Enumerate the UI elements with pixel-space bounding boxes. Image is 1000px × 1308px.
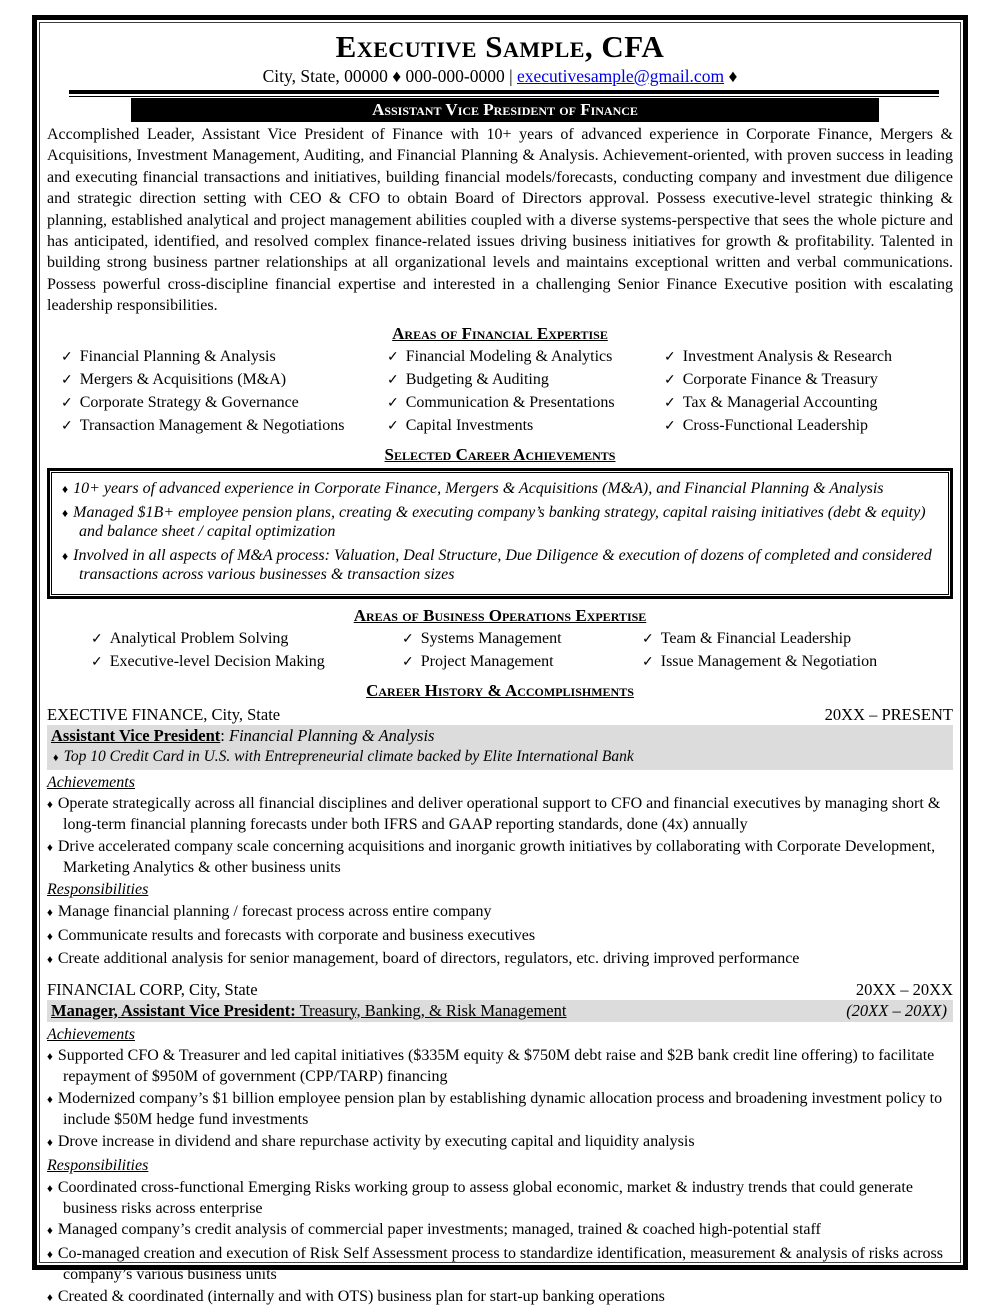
job1-tagline: ♦ Top 10 Credit Card in U.S. with Entrepreneurial climate backed by Elite International Bank: [47, 747, 953, 770]
job2-title-detail: Treasury, Banking, & Risk Management: [295, 1000, 567, 1020]
job2-title: Manager, Assistant Vice President:: [51, 1000, 296, 1020]
achievement-item: ♦ Involved in all aspects of M&A process: Valuation, Deal Structure, Due Diligence & execution of dozens of completed and considered transactions across various businesses & transaction sizes: [62, 547, 932, 584]
check-icon: ✓: [91, 631, 103, 647]
check-icon: ✓: [61, 418, 73, 434]
page-title: Executive Sample, CFA: [335, 29, 665, 64]
business-expertise-col-3: [642, 628, 953, 674]
job2-responsibility: ♦ Coordinated cross-functional Emerging Risks working group to assess global economic, market & industry trends that could generate business risks across enterprise: [47, 1178, 913, 1217]
job2-title-row: [47, 1000, 953, 1022]
business-expertise-grid: [47, 628, 953, 674]
header-divider: [69, 90, 939, 97]
career-achievements-box: [47, 468, 953, 599]
check-icon: ✓: [664, 372, 676, 388]
check-icon: ✓: [387, 418, 399, 434]
check-icon: ✓: [91, 654, 103, 670]
section-heading-financial-expertise: Areas of Financial Expertise: [392, 323, 608, 343]
job2-dates: 20XX – 20XX: [855, 979, 953, 999]
diamond-bullet-icon: ♦: [47, 930, 53, 943]
financial-expertise-col-1: [61, 346, 387, 438]
job1-responsibilities-label: Responsibilities: [47, 881, 149, 899]
job1-header: [47, 705, 953, 725]
expertise-item: ✓ Issue Management & Negotiation: [642, 652, 878, 670]
contact-line: [47, 65, 953, 87]
diamond-bullet-icon: ♦: [53, 751, 59, 764]
check-icon: ✓: [402, 631, 414, 647]
diamond-bullet-icon: ♦: [62, 549, 69, 564]
expertise-item: ✓ Investment Analysis & Research: [664, 347, 893, 365]
job2-responsibilities-label: Responsibilities: [47, 1157, 149, 1175]
achievement-item: ♦ Managed $1B+ employee pension plans, creating & executing company’s banking strategy, capital raising initiatives (debt & equity) and balance sheet / capital optimization: [62, 504, 926, 540]
expertise-item: ✓ Team & Financial Leadership: [642, 629, 852, 647]
expertise-item: ✓ Transaction Management & Negotiations: [61, 416, 345, 434]
section-heading-career-achievements: Selected Career Achievements: [384, 444, 616, 464]
expertise-item: ✓ Systems Management: [402, 629, 562, 647]
expertise-item: ✓ Communication & Presentations: [387, 393, 615, 411]
diamond-bullet-icon: ♦: [47, 1093, 53, 1106]
job1-title-row: [47, 725, 953, 747]
job1-title: Assistant Vice President: [51, 725, 221, 745]
check-icon: ✓: [664, 395, 676, 411]
job2-achievement: ♦ Modernized company’s $1 billion employee pension plan by establishing dynamic allocation process and broadening investment policy to include $50M hedge fund investments: [47, 1089, 943, 1129]
diamond-bullet-icon: ♦: [47, 954, 53, 967]
job1-dates: 20XX – PRESENT: [824, 704, 953, 724]
contact-suffix: ♦: [724, 66, 738, 86]
job1-company: EXECTIVE FINANCE, City, State: [47, 704, 281, 724]
check-icon: ✓: [387, 395, 399, 411]
job2-achievement: ♦ Drove increase in dividend and share repurchase activity by executing capital and liquidity analysis: [47, 1132, 695, 1150]
job2-achievements-label: Achievements: [47, 1025, 135, 1043]
business-expertise-col-1: [91, 628, 402, 674]
diamond-bullet-icon: ♦: [47, 1249, 53, 1262]
section-heading-career-history: Career History & Accomplishments: [366, 680, 634, 700]
summary-paragraph: Accomplished Leader, Assistant Vice President of Finance with 10+ years of advanced experience in Corporate Finance, Mergers & Acquisitions, Investment Management, Auditing, and Financial Planning & Analysis. Achievement-oriented, with proven success in leading and executing financial transactions and initiatives, building financial models/forecasts, conducting company and investment due diligence and strategic direction setting with CEO & CFO to obtain Board of Directors approval. Possess executive-level strategic thinking & planning, established analytical and project management abilities coupled with a diverse systems-perspective that sees the whole picture and has anticipated, identified, and resolved complex finance-related issues driving business initiatives for growth & profitability. Talented in building strong business partner relationships at all organizational levels and maintains exceptional written and verbal communications. Possess powerful cross-discipline financial expertise and interested in a challenging Senior Finance Executive position with escalating leadership responsibilities.: [47, 126, 953, 315]
expertise-item: ✓ Corporate Finance & Treasury: [664, 370, 878, 388]
check-icon: ✓: [642, 631, 654, 647]
financial-expertise-col-3: [664, 346, 953, 438]
expertise-item: ✓ Financial Planning & Analysis: [61, 347, 276, 365]
check-icon: ✓: [402, 654, 414, 670]
job-title-banner: Assistant Vice President of Finance: [131, 98, 879, 122]
diamond-bullet-icon: ♦: [47, 842, 53, 855]
expertise-item: ✓ Financial Modeling & Analytics: [387, 347, 613, 365]
job2-responsibility: ♦ Created & coordinated (internally and with OTS) business plan for start-up banking operations: [47, 1288, 665, 1306]
check-icon: ✓: [387, 372, 399, 388]
job2-achievement: ♦ Supported CFO & Treasurer and led capital initiatives ($335M equity & $750M debt raise and $2B bank credit line offering) to facilitate repayment of $950M of government (CPP/TARP) financing: [47, 1047, 935, 1086]
check-icon: ✓: [61, 349, 73, 365]
job2-company: FINANCIAL CORP, City, State: [47, 979, 258, 999]
diamond-bullet-icon: ♦: [62, 481, 69, 496]
check-icon: ✓: [61, 372, 73, 388]
expertise-item: ✓ Cross-Functional Leadership: [664, 416, 869, 434]
expertise-item: ✓ Project Management: [402, 652, 554, 670]
job1-responsibility: ♦ Communicate results and forecasts with corporate and business executives: [47, 926, 536, 944]
diamond-bullet-icon: ♦: [47, 799, 53, 812]
financial-expertise-col-2: [387, 346, 664, 438]
expertise-item: ✓ Tax & Managerial Accounting: [664, 393, 878, 411]
expertise-item: ✓ Budgeting & Auditing: [387, 370, 549, 388]
diamond-bullet-icon: ♦: [47, 1136, 53, 1149]
section-heading-business-expertise: Areas of Business Operations Expertise: [353, 605, 647, 625]
expertise-item: ✓ Corporate Strategy & Governance: [61, 393, 299, 411]
check-icon: ✓: [642, 654, 654, 670]
email-link[interactable]: executivesample@gmail.com: [516, 66, 725, 86]
job2-header: [47, 980, 953, 1000]
job2-responsibility: ♦ Managed company’s credit analysis of commercial paper investments; managed, trained & coached high-potential staff: [47, 1221, 821, 1239]
contact-location-phone: City, State, 00000 ♦ 000-000-0000 |: [262, 66, 517, 86]
business-expertise-col-2: [402, 628, 642, 674]
check-icon: ✓: [664, 418, 676, 434]
job1-responsibility: ♦ Manage financial planning / forecast process across entire company: [47, 902, 492, 920]
job1-achievement: ♦ Drive accelerated company scale concerning acquisitions and inorganic growth initiatives by collaborating with Corporate Development, Marketing Analytics & other business units: [47, 838, 936, 877]
achievement-item: ♦ 10+ years of advanced experience in Corporate Finance, Mergers & Acquisitions (M&A), and Financial Planning & Analysis: [62, 479, 884, 497]
diamond-bullet-icon: ♦: [47, 1225, 53, 1238]
check-icon: ✓: [664, 349, 676, 365]
job2-title-dates: (20XX – 20XX): [846, 1000, 947, 1020]
job1-title-sep: :: [220, 725, 229, 745]
expertise-item: ✓ Capital Investments: [387, 416, 534, 434]
page-border-frame: [32, 15, 968, 1306]
job1-responsibility: ♦ Create additional analysis for senior management, board of directors, regulators, etc. driving improved performance: [47, 950, 800, 968]
job1-title-detail: Financial Planning & Analysis: [229, 725, 435, 745]
diamond-bullet-icon: ♦: [47, 906, 53, 919]
diamond-bullet-icon: ♦: [47, 1051, 53, 1064]
expertise-item: ✓ Mergers & Acquisitions (M&A): [61, 370, 287, 388]
check-icon: ✓: [61, 395, 73, 411]
diamond-bullet-icon: ♦: [47, 1292, 53, 1305]
diamond-bullet-icon: ♦: [62, 506, 69, 521]
expertise-item: ✓ Analytical Problem Solving: [91, 629, 289, 647]
diamond-bullet-icon: ♦: [47, 1182, 53, 1195]
expertise-item: ✓ Executive-level Decision Making: [91, 652, 325, 670]
job1-achievement: ♦ Operate strategically across all financial disciplines and deliver operational support to CFO and financial executives by managing short & long-term financial planning forecasts under both IFRS and GAAP reporting standards, done (4x) annually: [47, 795, 941, 834]
financial-expertise-grid: [47, 346, 953, 438]
job2-responsibility: ♦ Co-managed creation and execution of Risk Self Assessment process to standardize identification, measurement & analysis of risks across company’s various business units: [47, 1245, 943, 1284]
job1-achievements-label: Achievements: [47, 773, 135, 791]
check-icon: ✓: [387, 349, 399, 365]
